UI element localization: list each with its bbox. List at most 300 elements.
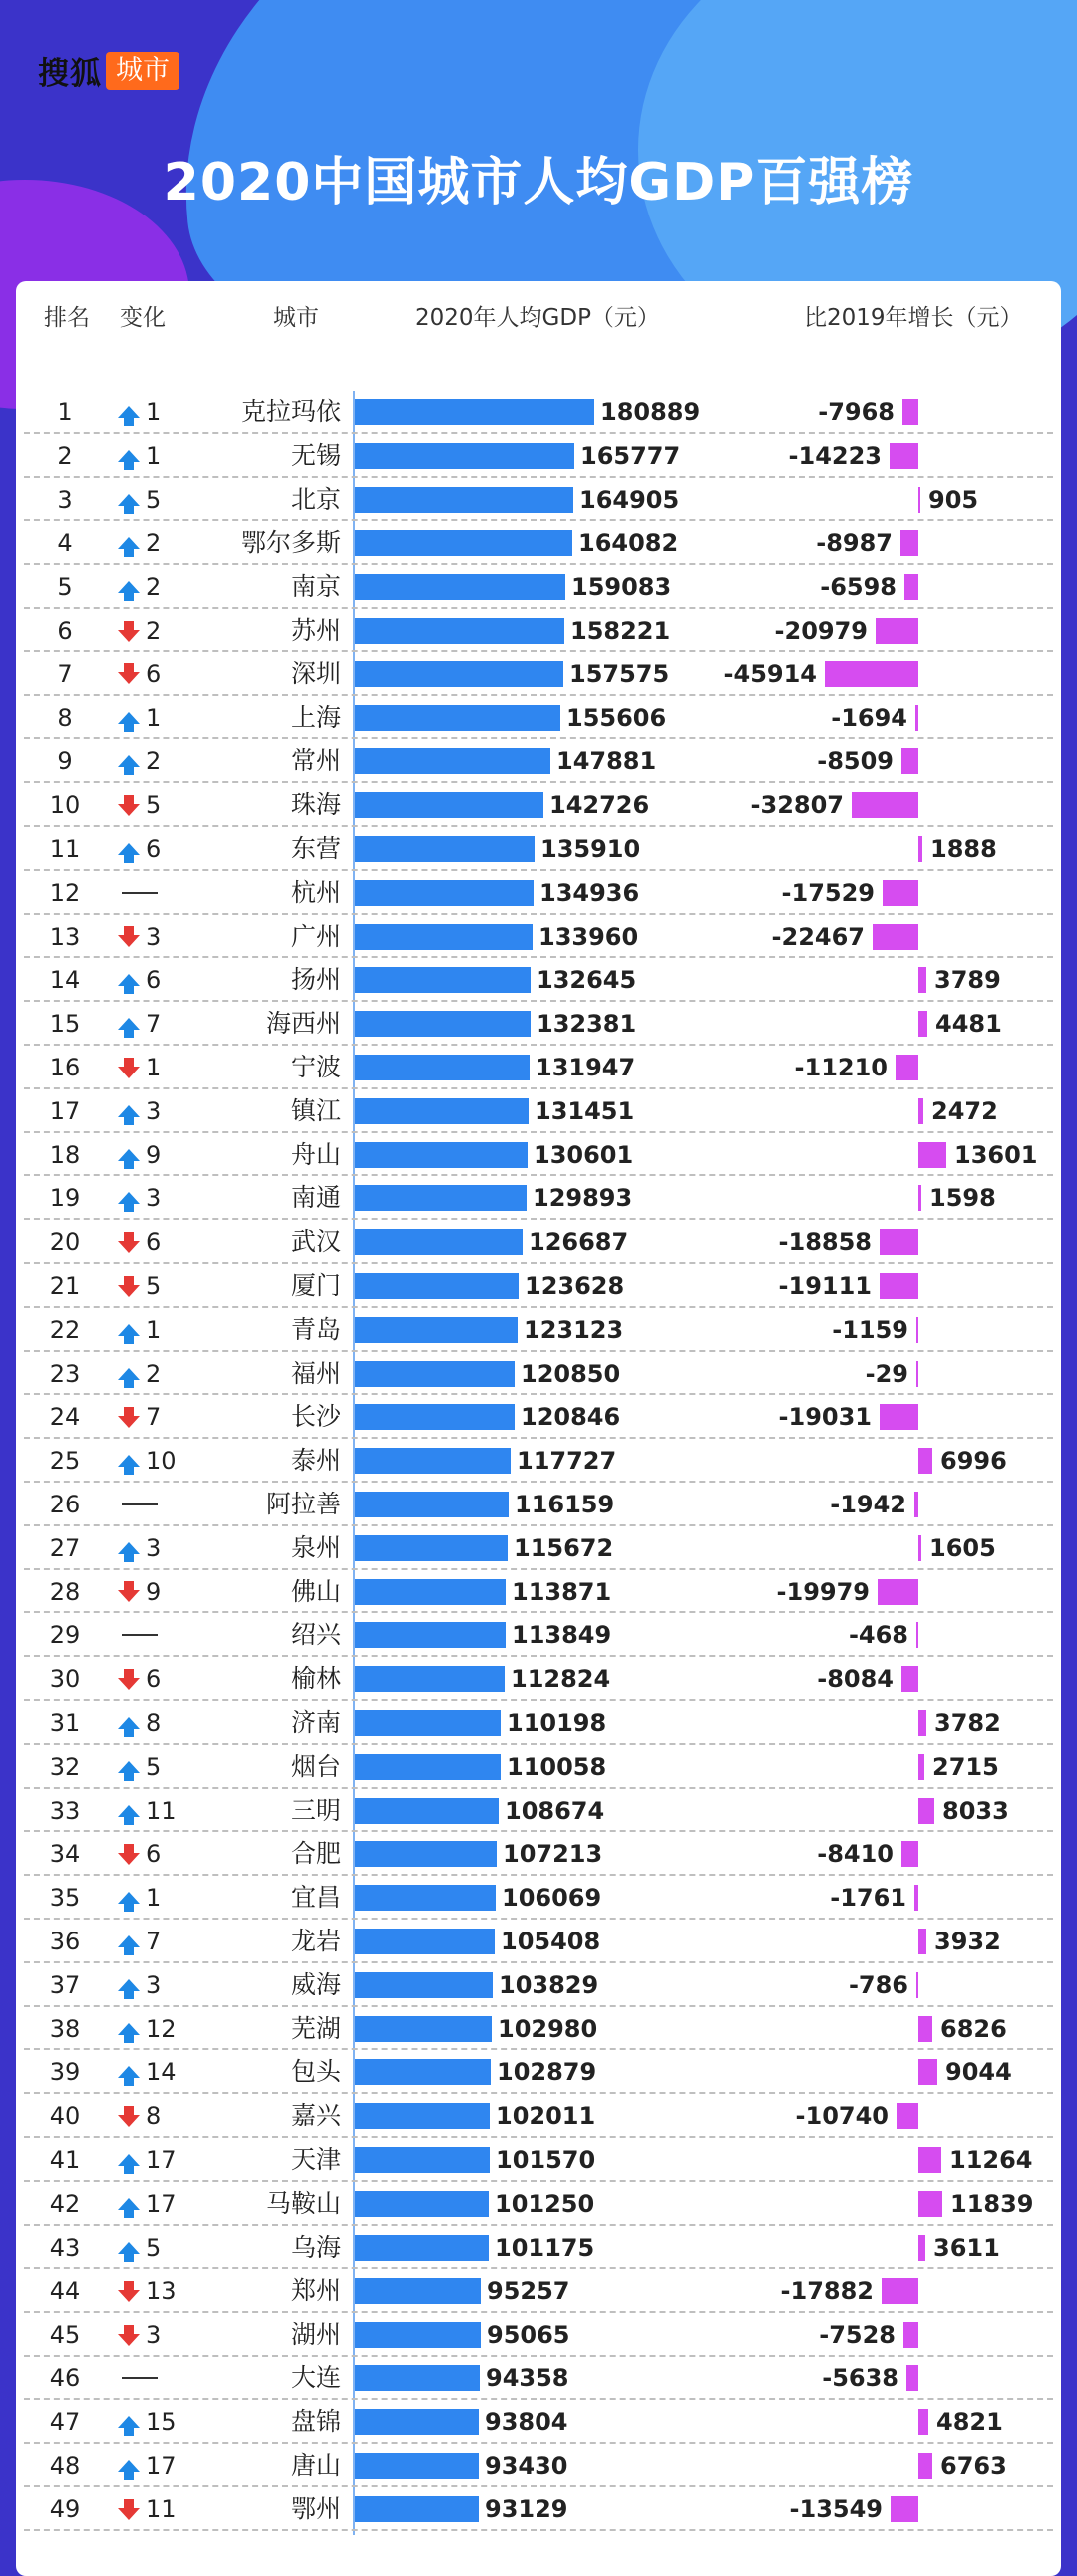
growth-value: -8987 — [816, 529, 893, 558]
gdp-bar — [355, 2147, 490, 2173]
row-divider — [24, 1481, 1053, 1483]
gdp-value: 93430 — [485, 2451, 568, 2480]
row-divider — [24, 1918, 1053, 1920]
gdp-value: 155606 — [566, 703, 667, 732]
gdp-bar — [355, 2059, 491, 2085]
city-name: 宁波 — [290, 1053, 341, 1081]
rank-change — [118, 1009, 197, 1039]
gdp-value: 95257 — [487, 2277, 570, 2306]
gdp-value: 108674 — [505, 1796, 605, 1825]
rank-change-value: 17 — [146, 2146, 177, 2174]
rank-cell: 35 — [49, 1884, 81, 1913]
rank-change-value: 3 — [146, 922, 162, 951]
arrow-down-icon — [118, 1067, 140, 1078]
growth-bar — [902, 399, 918, 425]
growth-bar — [918, 2059, 937, 2085]
rank-cell: 27 — [49, 1533, 81, 1562]
arrow-up-icon — [118, 537, 140, 549]
gdp-value: 134936 — [539, 878, 640, 907]
arrow-up-icon — [118, 1455, 140, 1467]
gdp-bar — [355, 792, 543, 818]
rank-change — [118, 2320, 197, 2350]
growth-value: -8509 — [817, 747, 894, 776]
row-divider — [24, 1568, 1053, 1570]
row-divider — [24, 737, 1053, 739]
rank-cell: 3 — [57, 485, 73, 514]
rank-cell: 25 — [49, 1447, 81, 1476]
row-divider — [24, 650, 1053, 652]
city-name: 威海 — [290, 1969, 341, 1999]
city-name: 北京 — [290, 484, 341, 514]
growth-bar — [825, 661, 918, 687]
rank-change-value: 17 — [146, 2451, 177, 2480]
gdp-value: 112824 — [511, 1665, 611, 1694]
arrow-up-icon — [118, 755, 140, 767]
rank-cell: 46 — [49, 2364, 81, 2392]
rank-cell: 17 — [49, 1096, 81, 1125]
header-city: 城市 — [273, 305, 319, 331]
city-name: 克拉玛依 — [240, 397, 341, 426]
growth-value: -1159 — [832, 1315, 908, 1344]
city-name: 青岛 — [290, 1314, 341, 1344]
growth-value: 1888 — [930, 835, 997, 863]
gdp-value: 129893 — [533, 1184, 633, 1213]
growth-value: -19979 — [776, 1577, 870, 1606]
city-name: 泉州 — [290, 1532, 341, 1562]
arrow-up-icon — [118, 1979, 140, 1991]
growth-value: 8033 — [942, 1796, 1009, 1825]
city-name: 大连 — [290, 2363, 341, 2392]
city-name: 舟山 — [290, 1139, 341, 1169]
gdp-bar — [355, 1229, 523, 1255]
gdp-value: 164905 — [579, 485, 680, 514]
rank-cell: 45 — [49, 2321, 81, 2350]
rank-change — [118, 746, 197, 776]
gdp-bar — [355, 924, 533, 950]
row-divider — [24, 2529, 1053, 2531]
arrow-up-icon — [118, 2154, 140, 2166]
growth-value: -1942 — [830, 1491, 906, 1518]
growth-value: -8410 — [817, 1840, 894, 1869]
arrow-down-icon — [118, 935, 140, 947]
gdp-bar — [355, 2322, 481, 2348]
growth-bar — [883, 880, 918, 906]
growth-value: 3789 — [934, 966, 1001, 995]
rank-change-value: 1 — [146, 441, 162, 470]
rank-change — [118, 1883, 197, 1913]
gdp-bar — [355, 1841, 497, 1867]
rank-cell: 1 — [57, 398, 73, 426]
gdp-value: 180889 — [600, 398, 701, 426]
growth-bar — [918, 836, 922, 862]
gdp-bar — [355, 1972, 493, 1998]
growth-value: 2472 — [931, 1096, 998, 1125]
gdp-value: 120850 — [521, 1359, 621, 1388]
city-name: 广州 — [290, 921, 341, 951]
growth-value: 9044 — [945, 2058, 1012, 2087]
gdp-value: 110058 — [507, 1752, 607, 1781]
rank-change — [118, 2451, 197, 2481]
gdp-value: 158221 — [570, 617, 671, 644]
rank-cell: 20 — [49, 1228, 81, 1257]
gdp-bar — [355, 1798, 499, 1824]
city-name: 包头 — [290, 2057, 341, 2087]
no-change-dash-icon — [122, 892, 158, 894]
rank-change — [118, 397, 197, 427]
row-divider — [24, 1787, 1053, 1789]
growth-value: 6763 — [940, 2451, 1007, 2480]
row-divider — [24, 1874, 1053, 1876]
gdp-value: 123123 — [524, 1315, 624, 1344]
growth-bar — [918, 2235, 925, 2261]
arrow-up-icon — [118, 974, 140, 986]
growth-value: 1605 — [929, 1533, 996, 1562]
growth-bar — [916, 1972, 918, 1998]
gdp-bar — [355, 748, 550, 774]
growth-bar — [918, 1011, 927, 1037]
arrow-up-icon — [118, 1192, 140, 1204]
gdp-bar — [355, 1535, 508, 1561]
rank-cell: 36 — [49, 1928, 81, 1955]
gdp-value: 102011 — [496, 2102, 596, 2131]
growth-bar — [918, 1754, 924, 1780]
gdp-bar — [355, 1885, 496, 1911]
gdp-value: 164082 — [578, 529, 679, 558]
gdp-value: 101175 — [495, 2233, 595, 2262]
rank-change-value: 5 — [146, 2233, 162, 2262]
city-name: 嘉兴 — [290, 2101, 341, 2131]
rank-change-value: 10 — [146, 1447, 177, 1476]
city-name: 无锡 — [290, 440, 341, 470]
rank-change-value: 3 — [146, 1970, 162, 1999]
rank-change-value: 8 — [146, 2102, 162, 2131]
gdp-value: 95065 — [487, 2321, 570, 2350]
no-change-dash-icon — [122, 2377, 158, 2379]
arrow-up-icon — [118, 2066, 140, 2078]
no-change-dash-icon — [122, 1634, 158, 1636]
growth-bar — [918, 1798, 934, 1824]
rank-change-value: 5 — [146, 1272, 162, 1300]
gdp-bar — [355, 1185, 527, 1211]
row-divider — [24, 1743, 1053, 1745]
row-divider — [24, 694, 1053, 696]
arrow-up-icon — [118, 1149, 140, 1161]
rank-change-value: 6 — [146, 1665, 162, 1694]
growth-bar — [914, 1885, 918, 1911]
rank-change-value: 5 — [146, 791, 162, 820]
rank-change-value: 1 — [146, 1054, 162, 1081]
row-divider — [24, 2136, 1053, 2138]
row-divider — [24, 1393, 1053, 1395]
gdp-bar — [355, 1317, 518, 1343]
gdp-bar — [355, 443, 574, 469]
gdp-value: 165777 — [580, 441, 681, 470]
gdp-value: 126687 — [529, 1228, 629, 1257]
city-name: 宜昌 — [290, 1883, 341, 1913]
rank-cell: 13 — [49, 922, 81, 951]
growth-bar — [916, 1361, 918, 1387]
rank-change — [118, 1271, 197, 1301]
rank-cell: 31 — [49, 1709, 81, 1737]
row-divider — [24, 476, 1053, 478]
rank-cell: 30 — [49, 1665, 81, 1694]
row-divider — [24, 2005, 1053, 2007]
gdp-bar — [355, 2235, 489, 2261]
city-name: 海西州 — [265, 1009, 341, 1039]
arrow-down-icon — [118, 804, 140, 816]
gdp-value: 115672 — [514, 1533, 614, 1562]
gdp-value: 147881 — [556, 747, 657, 776]
city-name: 绍兴 — [290, 1620, 341, 1650]
gdp-value: 133960 — [538, 922, 639, 951]
gdp-value: 131947 — [536, 1054, 636, 1081]
arrow-up-icon — [118, 2023, 140, 2035]
growth-value: -5638 — [822, 2364, 898, 2392]
gdp-value: 130601 — [534, 1140, 634, 1169]
rank-cell: 26 — [49, 1491, 81, 1518]
row-divider — [24, 956, 1053, 958]
city-name: 福州 — [290, 1358, 341, 1388]
rank-change — [118, 2233, 197, 2263]
rank-cell: 21 — [49, 1272, 81, 1300]
growth-bar — [914, 1492, 918, 1517]
gdp-bar — [355, 574, 565, 600]
arrow-up-icon — [118, 843, 140, 855]
rank-cell: 32 — [49, 1752, 81, 1781]
rank-cell: 33 — [49, 1796, 81, 1825]
gdp-bar — [355, 2278, 481, 2304]
gdp-bar — [355, 2365, 480, 2391]
gdp-value: 103829 — [499, 1970, 599, 1999]
gdp-bar — [355, 661, 563, 687]
gdp-bar — [355, 1710, 501, 1736]
growth-bar — [918, 1710, 926, 1736]
city-name: 湖州 — [290, 2320, 341, 2350]
rank-cell: 19 — [49, 1184, 81, 1213]
arrow-down-icon — [118, 1853, 140, 1865]
growth-bar — [915, 705, 918, 731]
growth-bar — [918, 1448, 932, 1474]
growth-value: -45914 — [723, 659, 817, 688]
rank-change-value: 3 — [146, 1096, 162, 1125]
growth-value: -29 — [865, 1359, 908, 1388]
growth-bar — [918, 2016, 932, 2042]
gdp-bar — [355, 1492, 509, 1517]
arrow-up-icon — [118, 2242, 140, 2254]
gdp-bar — [355, 2453, 479, 2479]
rank-change-value: 12 — [146, 2014, 177, 2043]
rank-cell: 12 — [49, 878, 81, 907]
rank-change — [118, 922, 197, 952]
growth-bar — [876, 618, 918, 644]
gdp-value: 159083 — [571, 573, 672, 602]
rank-cell: 40 — [49, 2102, 81, 2131]
growth-bar — [891, 2496, 918, 2522]
rank-change-value: 2 — [146, 1359, 162, 1388]
gdp-value: 93129 — [485, 2495, 568, 2524]
arrow-up-icon — [118, 2416, 140, 2428]
row-divider — [24, 563, 1053, 565]
rank-change — [118, 1140, 197, 1170]
city-name: 济南 — [290, 1708, 341, 1737]
arrow-down-icon — [118, 672, 140, 684]
rank-change-value: 1 — [146, 1884, 162, 1913]
rank-cell: 16 — [49, 1054, 81, 1081]
rank-change — [118, 2101, 197, 2131]
city-name: 南通 — [290, 1183, 341, 1213]
rank-cell: 38 — [49, 2014, 81, 2043]
rank-change — [118, 2145, 197, 2175]
rank-change — [118, 703, 197, 733]
city-name: 厦门 — [290, 1271, 341, 1300]
city-name: 鄂州 — [290, 2494, 341, 2524]
growth-bar — [878, 1579, 918, 1605]
growth-bar — [901, 1666, 918, 1692]
city-name: 合肥 — [290, 1839, 341, 1869]
rank-cell: 15 — [49, 1010, 81, 1039]
growth-value: -8084 — [817, 1665, 894, 1694]
rank-change-value: 5 — [146, 485, 162, 514]
rank-cell: 24 — [49, 1403, 81, 1432]
growth-bar — [918, 487, 920, 513]
growth-value: -786 — [848, 1970, 908, 1999]
city-name: 佛山 — [290, 1576, 341, 1606]
gdp-bar — [355, 1404, 515, 1430]
arrow-down-icon — [118, 2115, 140, 2127]
gdp-bar — [355, 1448, 511, 1474]
gdp-bar — [355, 2103, 490, 2129]
gdp-value: 93804 — [485, 2407, 568, 2436]
growth-bar — [880, 1229, 918, 1255]
gdp-bar — [355, 1011, 531, 1037]
row-divider — [24, 519, 1053, 521]
rank-change — [118, 1620, 197, 1650]
header-rank: 排名 — [44, 305, 90, 331]
gdp-bar — [355, 880, 534, 906]
gdp-value: 116159 — [515, 1491, 615, 1518]
rank-change — [118, 1839, 197, 1869]
arrow-up-icon — [118, 712, 140, 724]
arrow-down-icon — [118, 1678, 140, 1690]
rank-change-value: 1 — [146, 1315, 162, 1344]
gdp-bar — [355, 705, 560, 731]
row-divider — [24, 1306, 1053, 1308]
arrow-up-icon — [118, 450, 140, 462]
gdp-bar — [355, 836, 535, 862]
row-divider — [24, 1174, 1053, 1176]
rank-cell: 9 — [57, 747, 73, 776]
rank-change — [118, 1402, 197, 1432]
rank-change-value: 11 — [146, 1796, 177, 1825]
gdp-value: 120846 — [521, 1403, 621, 1432]
city-name: 榆林 — [290, 1664, 341, 1694]
gdp-bar — [355, 487, 573, 513]
growth-bar — [897, 2103, 918, 2129]
rank-cell: 2 — [57, 441, 73, 470]
gdp-bar — [355, 2016, 492, 2042]
rank-change — [118, 2057, 197, 2087]
gdp-value: 106069 — [502, 1884, 602, 1913]
rank-cell: 49 — [49, 2495, 81, 2524]
city-name: 天津 — [290, 2145, 341, 2174]
growth-value: -14223 — [788, 441, 882, 470]
rank-change-value: 6 — [146, 1228, 162, 1257]
growth-bar — [882, 2278, 918, 2304]
rank-change-value: 1 — [146, 703, 162, 732]
rank-cell: 48 — [49, 2451, 81, 2480]
growth-bar — [904, 574, 918, 600]
rank-cell: 47 — [49, 2407, 81, 2436]
city-name: 芜湖 — [290, 2013, 341, 2043]
gdp-value: 142726 — [549, 791, 650, 820]
growth-value: 2715 — [932, 1752, 999, 1781]
arrow-up-icon — [118, 1324, 140, 1336]
growth-value: 6996 — [940, 1447, 1007, 1476]
rank-cell: 39 — [49, 2058, 81, 2087]
row-divider — [24, 1699, 1053, 1701]
growth-bar — [852, 792, 918, 818]
rank-change — [118, 1577, 197, 1607]
rank-change — [118, 1053, 197, 1082]
gdp-bar — [355, 530, 572, 556]
rank-change-value: 6 — [146, 659, 162, 688]
growth-value: 3932 — [934, 1928, 1001, 1955]
growth-value: -6598 — [820, 573, 897, 602]
logo-text: 搜狐 — [38, 56, 102, 92]
rank-cell: 14 — [49, 966, 81, 995]
city-name: 鄂尔多斯 — [240, 528, 341, 558]
row-divider — [24, 913, 1053, 915]
row-divider — [24, 2355, 1053, 2357]
city-name: 东营 — [290, 834, 341, 863]
rank-change — [118, 2494, 197, 2524]
rank-cell: 23 — [49, 1359, 81, 1388]
rank-change-value: 5 — [146, 1752, 162, 1781]
row-divider — [24, 1437, 1053, 1439]
logo-tag: 城市 — [106, 52, 180, 90]
growth-bar — [896, 1055, 918, 1080]
growth-bar — [918, 2453, 932, 2479]
city-name: 珠海 — [290, 790, 341, 820]
city-name: 乌海 — [290, 2232, 341, 2262]
gdp-bar — [355, 1754, 501, 1780]
growth-value: -13549 — [789, 2495, 883, 2524]
arrow-down-icon — [118, 2334, 140, 2346]
row-divider — [24, 1131, 1053, 1133]
growth-value: -10740 — [795, 2102, 889, 2131]
gdp-value: 123628 — [525, 1272, 625, 1300]
row-divider — [24, 2267, 1053, 2269]
city-name: 镇江 — [290, 1095, 341, 1125]
row-divider — [24, 869, 1053, 871]
rank-cell: 37 — [49, 1970, 81, 1999]
rank-change-value: 3 — [146, 2321, 162, 2350]
row-divider — [24, 825, 1053, 827]
gdp-value: 117727 — [517, 1447, 617, 1476]
growth-bar — [901, 1841, 918, 1867]
growth-bar — [918, 2191, 942, 2217]
growth-value: -17529 — [781, 878, 875, 907]
gdp-value: 105408 — [501, 1928, 601, 1955]
arrow-down-icon — [118, 2508, 140, 2520]
row-divider — [24, 1961, 1053, 1963]
growth-value: 3782 — [934, 1709, 1001, 1737]
row-divider — [24, 1830, 1053, 1832]
arrow-up-icon — [118, 1892, 140, 1904]
city-name: 常州 — [290, 746, 341, 776]
gdp-value: 107213 — [503, 1840, 603, 1869]
arrow-up-icon — [118, 1717, 140, 1729]
